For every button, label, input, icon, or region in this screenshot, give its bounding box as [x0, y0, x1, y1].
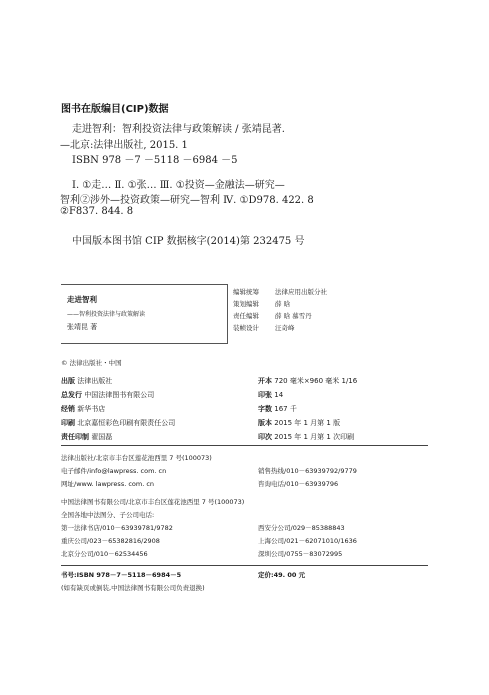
box-book-title: 走进智利	[67, 295, 97, 304]
consult-phone: 咨询电话/010－63939796	[258, 480, 339, 488]
pub-label: 印次	[258, 433, 272, 441]
cip-classification-line-2: 智利②涉外—投资政策—研究—智利 Ⅳ. ①D978. 422. 8	[60, 195, 314, 206]
pub-label: 字数	[258, 405, 272, 413]
pub-value: 167 千	[274, 405, 297, 413]
pub-row	[61, 390, 154, 400]
pub-row	[258, 376, 357, 386]
box-bottom-rule	[61, 343, 227, 344]
branch-phone: 北京分公司/010－62534456	[61, 550, 148, 558]
pub-row	[258, 418, 340, 428]
pub-row	[61, 432, 112, 442]
cip-book-title-line: 走进智利：智利投资法律与政策解读 / 张靖昆著.	[72, 124, 285, 135]
pub-label: 开本	[258, 377, 272, 385]
isbn-line: 书号:ISBN 978－7－5118－6984－5	[61, 571, 182, 579]
pub-value: 14	[274, 391, 284, 399]
pub-row	[258, 432, 354, 442]
pub-value: 中国法律图书有限公司	[84, 391, 155, 399]
cip-isbn-line: ISBN 978 －7 －5118 －6984 －5	[72, 155, 238, 166]
credit-name: 薛 晗	[275, 300, 291, 308]
cip-classification-line-1: Ⅰ. ①走… Ⅱ. ①张… Ⅲ. ①投资—金融法—研究—	[72, 180, 285, 191]
box-divider	[227, 284, 228, 344]
credit-name: 薛 晗 慕雪丹	[275, 312, 312, 320]
pub-label: 出版	[61, 377, 75, 385]
pub-row	[61, 376, 112, 386]
credit-name: 汪奇峰	[275, 324, 295, 332]
branch-phone: 上海公司/021－62071010/1636	[258, 537, 357, 545]
credit-role: 责任编辑	[233, 312, 259, 320]
price-line: 定价:49. 00 元	[258, 571, 306, 579]
branch-phone: 西安分公司/029－85388843	[258, 524, 345, 532]
pub-label: 印张	[258, 391, 272, 399]
branch-phone: 深圳公司/0755－83072995	[258, 550, 343, 558]
credit-role: 装帧设计	[233, 324, 259, 332]
pub-row	[61, 418, 175, 428]
cip-classification-line-3: ②F837. 844. 8	[60, 206, 134, 217]
pub-row	[258, 404, 297, 414]
pub-row	[61, 404, 105, 414]
pub-label: 印刷	[61, 419, 75, 427]
book-info-box	[61, 284, 421, 344]
credit-name: 法律应用出版分社	[275, 288, 327, 296]
publisher-address: 法律出版社/北京市丰台区莲花池西里 7 号(100073)	[61, 454, 212, 462]
copyright-line: © 法律出版社・中国	[61, 359, 122, 367]
pub-value: 北京嘉恒彩色印刷有限责任公司	[77, 419, 176, 427]
pub-value: 新华书店	[77, 405, 106, 413]
credit-role: 编辑统筹	[233, 288, 259, 296]
pub-label: 经销	[61, 405, 75, 413]
divider-rule	[61, 445, 428, 446]
pub-label: 版本	[258, 419, 272, 427]
pub-value: 翟国磊	[91, 433, 113, 441]
credit-role: 策划编辑	[233, 300, 259, 308]
pub-value: 2015 年 1 月第 1 次印刷	[274, 433, 355, 441]
cip-publisher-line: —北京:法律出版社, 2015. 1	[60, 140, 188, 151]
pub-value: 法律出版社	[77, 377, 113, 385]
box-top-rule	[61, 284, 227, 285]
branch-phone: 重庆公司/023－65382816/2908	[61, 537, 160, 545]
pub-value: 2015 年 1 月第 1 版	[274, 419, 341, 427]
pub-value: 720 毫米×960 毫米 1/16	[274, 377, 358, 385]
pub-row	[258, 390, 283, 400]
sales-hotline: 销售热线/010－63939792/9779	[258, 467, 357, 475]
publisher-website: 网址/www. lawpress. com. cn	[61, 480, 155, 488]
pub-label: 总发行	[61, 391, 82, 399]
pub-label: 责任印制	[61, 433, 89, 441]
return-policy-note: (如有缺页或倒装,中国法律图书有限公司负责退换)	[61, 584, 205, 592]
box-author: 张靖昆 著	[67, 323, 98, 331]
box-book-subtitle: ——智利投资法律与政策解读	[67, 311, 146, 318]
branch-phone: 第一法律书店/010－63939781/9782	[61, 524, 173, 532]
cip-title: 图书在版编目(CIP)数据	[61, 104, 169, 115]
distributor-address: 中国法律图书有限公司/北京市丰台区莲花池西里 7 号(100073)	[61, 498, 245, 506]
publisher-email: 电子邮件/info@lawpress. com. cn	[61, 467, 167, 475]
branch-phones-header: 全国各地中法图分、子公司电话:	[61, 511, 155, 519]
cip-record-number: 中国版本图书馆 CIP 数据核字(2014)第 232475 号	[72, 236, 305, 247]
divider-rule	[61, 565, 428, 566]
